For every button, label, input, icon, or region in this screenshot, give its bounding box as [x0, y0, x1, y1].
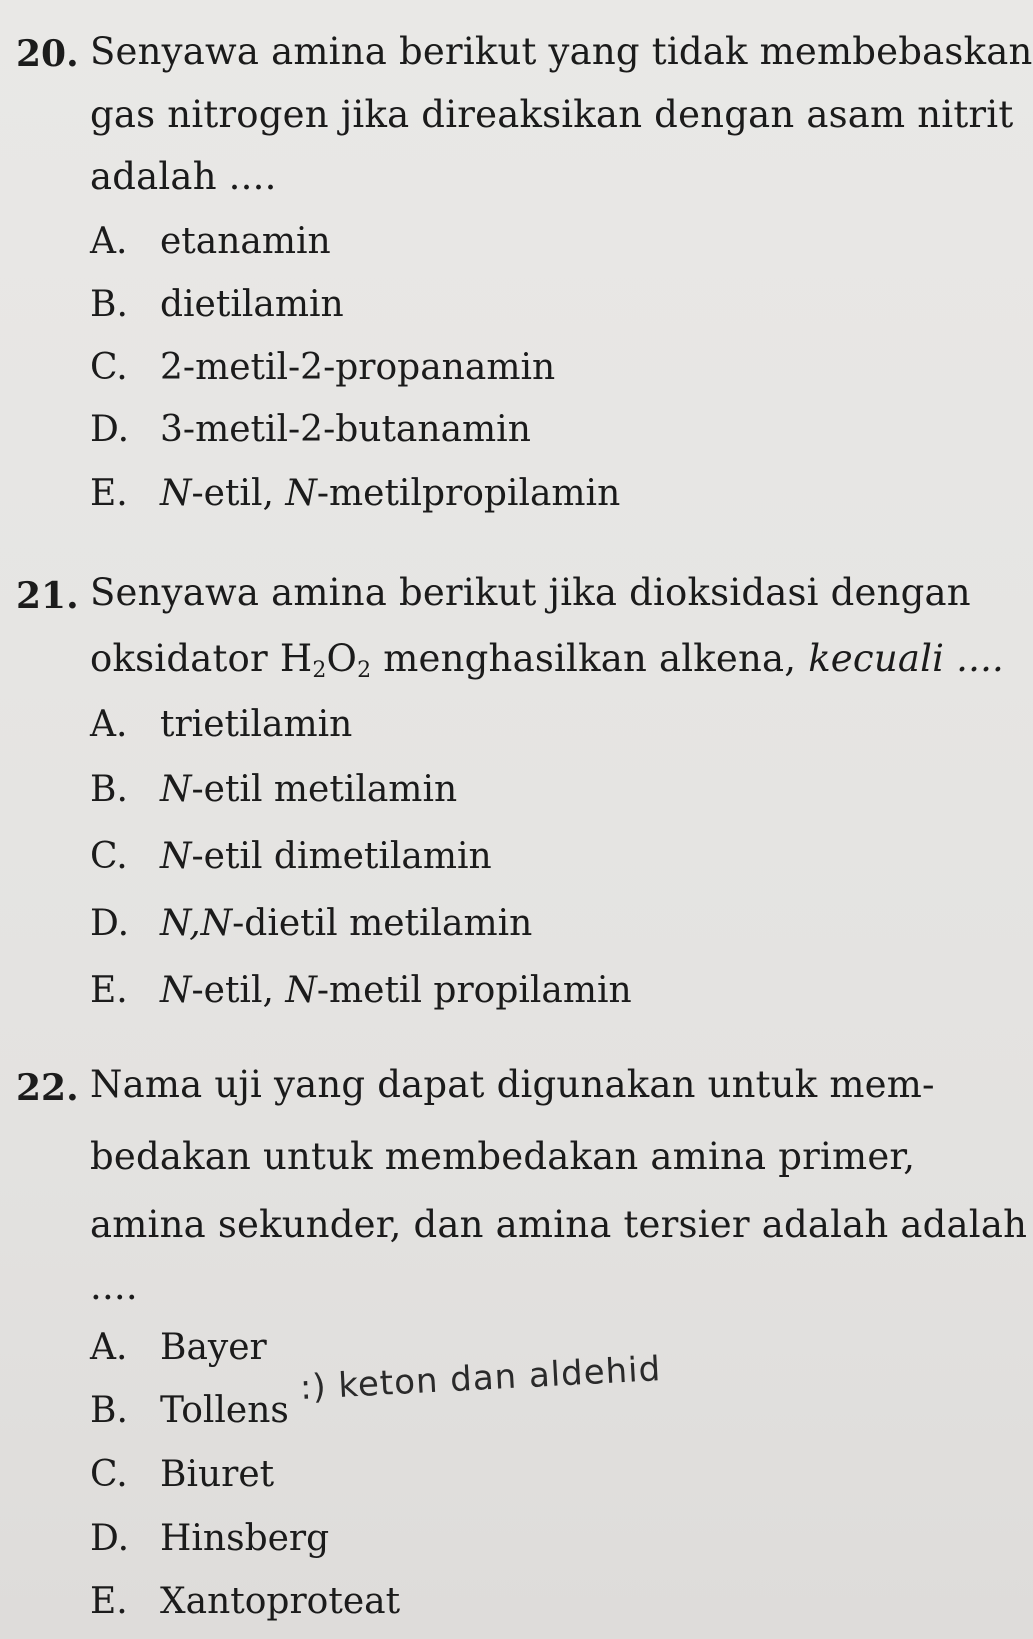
question-text-line: amina sekunder, dan amina tersier adalah adalah [90, 1203, 1028, 1246]
subscript: 2 [312, 658, 327, 683]
text-italic: kecuali .... [808, 637, 1004, 680]
option-c [90, 1454, 275, 1495]
option-text: dietilamin [160, 284, 344, 325]
option-text: -etil, [191, 473, 286, 514]
option-text-italic: N [160, 473, 192, 514]
option-letter: D. [90, 1518, 130, 1559]
option-a [90, 1327, 267, 1368]
question-text-line: bedakan untuk membedakan amina primer, [90, 1135, 916, 1178]
option-text: -etil, [191, 970, 286, 1011]
option-d [90, 1518, 330, 1559]
question-number: 20. [16, 33, 79, 75]
option-text: -metil propilamin [316, 970, 632, 1011]
text: menghasilkan alkena, [371, 637, 809, 680]
option-letter: D. [90, 903, 130, 944]
option-b [90, 284, 344, 325]
question-number: 22. [16, 1067, 79, 1109]
option-text-italic: N [160, 836, 192, 877]
option-d [90, 409, 531, 450]
option-a [90, 221, 331, 262]
option-b [90, 1390, 289, 1431]
option-text: Bayer [160, 1327, 267, 1368]
option-b [90, 769, 458, 810]
option-e [90, 1581, 401, 1622]
option-text: -dietil metilamin [232, 903, 533, 944]
option-text: -etil metilamin [191, 769, 458, 810]
option-d [90, 903, 533, 944]
option-text: -etil dimetilamin [191, 836, 492, 877]
question-text-line: gas nitrogen jika direaksikan dengan asam nitrit [90, 93, 1014, 136]
question-text-line: .... [90, 1265, 138, 1308]
option-e [90, 473, 621, 514]
option-text-italic: N [160, 769, 192, 810]
handwritten-note: :) keton dan aldehid [298, 1349, 663, 1408]
option-letter: E. [90, 1581, 128, 1622]
option-text-italic: N [285, 473, 317, 514]
option-text: Biuret [160, 1454, 275, 1495]
option-text-italic: N,N [160, 903, 233, 944]
option-text: Tollens [160, 1390, 289, 1431]
option-text: 2-metil-2-propanamin [160, 347, 556, 388]
subscript: 2 [357, 658, 372, 683]
question-text-line: adalah .... [90, 155, 277, 198]
text: oksidator H [90, 637, 313, 680]
question-text-line: Nama uji yang dapat digunakan untuk mem- [90, 1063, 935, 1106]
text: O [326, 637, 358, 680]
option-c [90, 347, 556, 388]
option-letter: E. [90, 473, 128, 514]
option-letter: B. [90, 284, 128, 325]
option-letter: A. [90, 221, 128, 262]
option-letter: B. [90, 769, 128, 810]
option-letter: C. [90, 1454, 128, 1495]
option-letter: A. [90, 704, 128, 745]
option-letter: B. [90, 1390, 128, 1431]
option-letter: C. [90, 836, 128, 877]
option-letter: E. [90, 970, 128, 1011]
option-text: Hinsberg [160, 1518, 330, 1559]
question-text-line [90, 637, 1004, 683]
option-text-italic: N [285, 970, 317, 1011]
option-e [90, 970, 632, 1011]
option-c [90, 836, 492, 877]
option-letter: A. [90, 1327, 128, 1368]
question-text-line: Senyawa amina berikut jika dioksidasi dengan [90, 571, 971, 614]
option-text-italic: N [160, 970, 192, 1011]
option-letter: D. [90, 409, 130, 450]
option-text: Xantoproteat [160, 1581, 401, 1622]
option-text: etanamin [160, 221, 331, 262]
option-text: 3-metil-2-butanamin [160, 409, 531, 450]
question-number: 21. [16, 575, 79, 617]
option-text: -metilpropilamin [316, 473, 621, 514]
option-a [90, 704, 353, 745]
question-text-line: Senyawa amina berikut yang tidak membebaskan [90, 30, 1033, 73]
option-text: trietilamin [160, 704, 353, 745]
option-letter: C. [90, 347, 128, 388]
